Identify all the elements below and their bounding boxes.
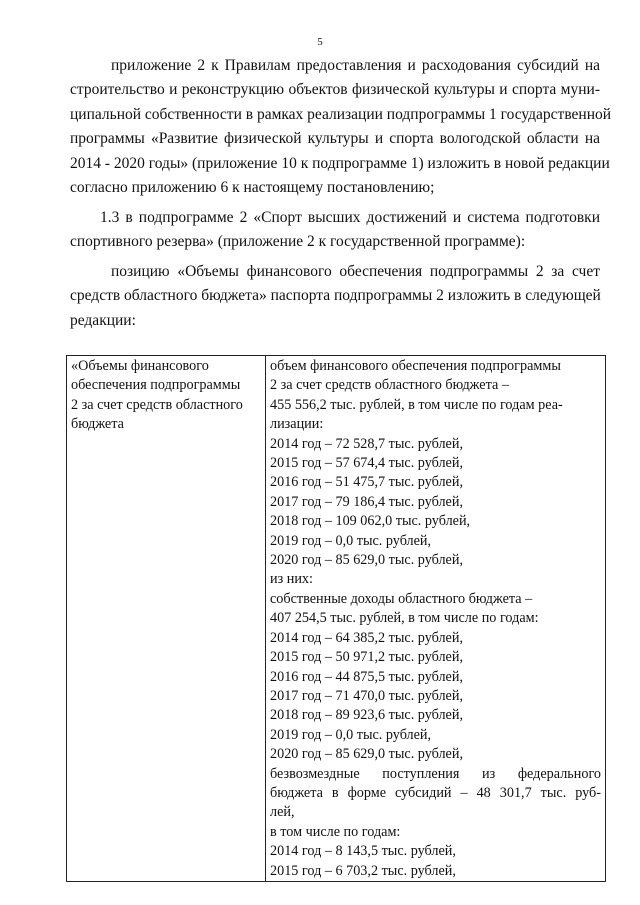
text-line: согласно приложению 6 к настоящему постановлению; bbox=[70, 179, 435, 197]
cell-text-line: 2019 год – 0,0 тыс. рублей, bbox=[270, 726, 432, 743]
text-line: ципальной собственности в рамках реализации подпрограммы 1 государственной bbox=[70, 105, 612, 123]
cell-text-line: бюджета в форме субсидий – 48 301,7 тыс. руб- bbox=[270, 784, 601, 801]
text-line: средств областного бюджета» паспорта подпрограммы 2 изложить в следующей bbox=[70, 287, 601, 305]
cell-text-line: объем финансового обеспечения подпрограммы bbox=[270, 358, 561, 374]
cell-text-line: 2019 год – 0,0 тыс. рублей, bbox=[270, 532, 432, 549]
text-line: приложение 2 к Правилам предоставления и расходования субсидий на bbox=[111, 57, 600, 74]
cell-text-line: 2015 год – 57 674,4 тыс. рублей, bbox=[270, 455, 463, 472]
funding-table bbox=[66, 355, 606, 882]
cell-text-line: обеспечения подпрограммы bbox=[71, 377, 241, 394]
cell-text-line: бюджета bbox=[71, 416, 124, 433]
page-number: 5 bbox=[317, 36, 323, 48]
paragraph-position-funding bbox=[70, 260, 600, 333]
text-line: строительство и реконструкцию объектов физической культуры и спорта муни- bbox=[70, 81, 600, 99]
text-line: 1.3 в подпрограмме 2 «Спорт высших достижений и система подготовки bbox=[100, 209, 600, 226]
cell-text-line: в том числе по годам: bbox=[270, 823, 401, 840]
table-cell-value bbox=[266, 356, 606, 882]
text-line: позицию «Объемы финансового обеспечения подпрограммы 2 за счет bbox=[111, 263, 600, 280]
cell-text-line: 407 254,5 тыс. рублей, в том числе по годам: bbox=[270, 610, 539, 627]
paragraph-appendix-2-rules bbox=[70, 54, 612, 200]
cell-text-line: 2017 год – 79 186,4 тыс. рублей, bbox=[270, 493, 463, 510]
cell-text-line: 2014 год – 72 528,7 тыс. рублей, bbox=[270, 435, 463, 452]
cell-text-line: 2018 год – 109 062,0 тыс. рублей, bbox=[270, 513, 471, 530]
cell-text-line: 2014 год – 64 385,2 тыс. рублей, bbox=[270, 629, 463, 646]
cell-text-line: 2018 год – 89 923,6 тыс. рублей, bbox=[270, 707, 463, 724]
table-cell-label bbox=[67, 356, 266, 882]
cell-text-line: 2 за счет средств областного бюджета – bbox=[270, 377, 509, 394]
cell-text-line: из них: bbox=[270, 571, 313, 588]
paragraph-1-3-subprogram-2 bbox=[70, 206, 600, 255]
cell-text-line: лей, bbox=[270, 804, 295, 821]
cell-text-line: 2015 год – 50 971,2 тыс. рублей, bbox=[270, 649, 463, 666]
cell-text-line: 2020 год – 85 629,0 тыс. рублей, bbox=[270, 746, 463, 763]
cell-text-line: 2 за счет средств областного bbox=[71, 396, 243, 413]
text-line: спортивного резерва» (приложение 2 к государственной программе): bbox=[70, 233, 526, 251]
cell-text-line: безвозмездные поступления из федерального bbox=[270, 765, 601, 782]
cell-text-line: 2020 год – 85 629,0 тыс. рублей, bbox=[270, 552, 463, 569]
text-line: 2014 - 2020 годы» (приложение 10 к подпрограмме 1) изложить в новой редакции bbox=[70, 154, 610, 172]
cell-text-line: лизации: bbox=[270, 416, 324, 433]
cell-text-line: 455 556,2 тыс. рублей, в том числе по годам реа- bbox=[270, 396, 563, 413]
cell-text-line: 2016 год – 51 475,7 тыс. рублей, bbox=[270, 474, 463, 491]
table-row bbox=[67, 356, 606, 882]
cell-text-line: 2016 год – 44 875,5 тыс. рублей, bbox=[270, 668, 463, 685]
cell-text-line: 2015 год – 6 703,2 тыс. рублей, bbox=[270, 862, 456, 879]
text-line: редакции: bbox=[70, 311, 136, 329]
cell-text-line: 2014 год – 8 143,5 тыс. рублей, bbox=[270, 843, 456, 860]
cell-text-line: «Объемы финансового bbox=[71, 358, 209, 374]
cell-text-line: 2017 год – 71 470,0 тыс. рублей, bbox=[270, 687, 463, 704]
cell-text-line: собственные доходы областного бюджета – bbox=[270, 590, 533, 607]
text-line: программы «Развитие физической культуры и спорта вологодской области на bbox=[70, 130, 600, 148]
